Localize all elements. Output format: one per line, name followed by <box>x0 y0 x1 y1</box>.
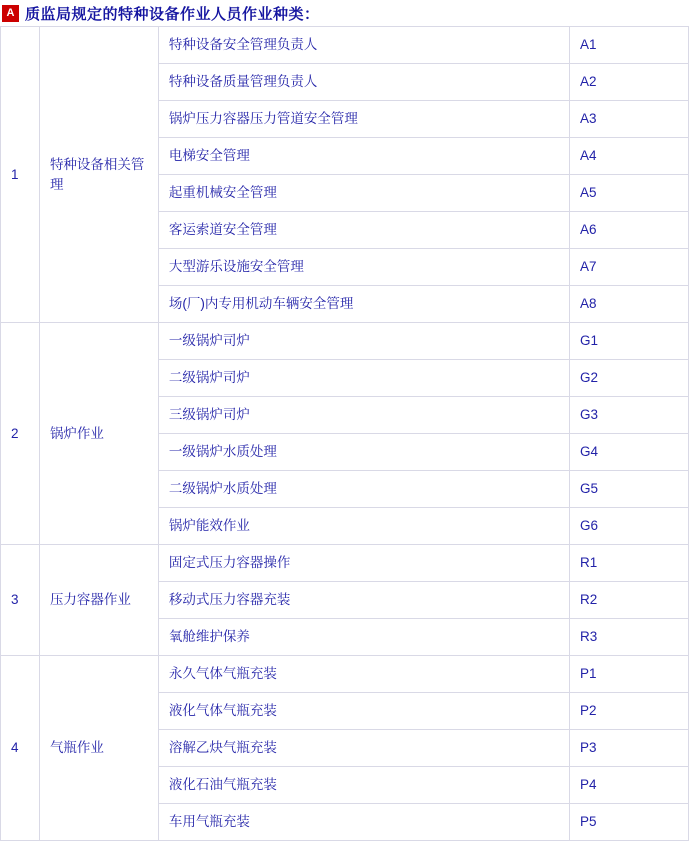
item-name-cell: 溶解乙炔气瓶充装 <box>158 730 569 767</box>
item-code-cell: A2 <box>569 64 688 101</box>
item-code-cell: G4 <box>569 434 688 471</box>
item-code-cell: P4 <box>569 767 688 804</box>
category-cell: 压力容器作业 <box>39 545 158 656</box>
item-code-cell: G6 <box>569 508 688 545</box>
category-cell: 特种设备相关管理 <box>39 27 158 323</box>
page-title: 质监局规定的特种设备作业人员作业种类： <box>25 5 320 23</box>
item-name-cell: 特种设备安全管理负责人 <box>158 27 569 64</box>
item-name-cell: 场(厂)内专用机动车辆安全管理 <box>158 286 569 323</box>
item-code-cell: P5 <box>569 804 688 841</box>
table-body <box>1 27 689 841</box>
item-name-cell: 二级锅炉水质处理 <box>158 471 569 508</box>
row-number-cell: 1 <box>1 27 40 323</box>
item-code-cell: G1 <box>569 323 688 360</box>
item-name-cell: 电梯安全管理 <box>158 138 569 175</box>
item-name-cell: 固定式压力容器操作 <box>158 545 569 582</box>
item-code-cell: A4 <box>569 138 688 175</box>
table-row <box>1 545 689 582</box>
item-code-cell: A5 <box>569 175 688 212</box>
item-code-cell: A1 <box>569 27 688 64</box>
occupation-category-table <box>0 26 689 841</box>
item-name-cell: 氧舱维护保养 <box>158 619 569 656</box>
section-badge-icon: A <box>2 5 19 22</box>
item-code-cell: R1 <box>569 545 688 582</box>
item-code-cell: G5 <box>569 471 688 508</box>
item-name-cell: 大型游乐设施安全管理 <box>158 249 569 286</box>
item-name-cell: 三级锅炉司炉 <box>158 397 569 434</box>
item-code-cell: A8 <box>569 286 688 323</box>
item-name-cell: 一级锅炉司炉 <box>158 323 569 360</box>
category-cell: 锅炉作业 <box>39 323 158 545</box>
item-name-cell: 锅炉能效作业 <box>158 508 569 545</box>
item-code-cell: A3 <box>569 101 688 138</box>
table-row <box>1 656 689 693</box>
table-row <box>1 323 689 360</box>
item-code-cell: R2 <box>569 582 688 619</box>
item-name-cell: 特种设备质量管理负责人 <box>158 64 569 101</box>
item-code-cell: R3 <box>569 619 688 656</box>
row-number-cell: 2 <box>1 323 40 545</box>
item-code-cell: P2 <box>569 693 688 730</box>
item-code-cell: A6 <box>569 212 688 249</box>
item-name-cell: 二级锅炉司炉 <box>158 360 569 397</box>
item-name-cell: 起重机械安全管理 <box>158 175 569 212</box>
item-code-cell: G2 <box>569 360 688 397</box>
item-name-cell: 一级锅炉水质处理 <box>158 434 569 471</box>
item-code-cell: P3 <box>569 730 688 767</box>
item-name-cell: 移动式压力容器充装 <box>158 582 569 619</box>
item-name-cell: 液化石油气瓶充装 <box>158 767 569 804</box>
item-name-cell: 锅炉压力容器压力管道安全管理 <box>158 101 569 138</box>
item-code-cell: P1 <box>569 656 688 693</box>
row-number-cell: 4 <box>1 656 40 841</box>
category-cell: 气瓶作业 <box>39 656 158 841</box>
item-name-cell: 液化气体气瓶充装 <box>158 693 569 730</box>
page-title-bar <box>0 0 689 26</box>
item-name-cell: 车用气瓶充装 <box>158 804 569 841</box>
item-code-cell: A7 <box>569 249 688 286</box>
item-code-cell: G3 <box>569 397 688 434</box>
table-row <box>1 27 689 64</box>
item-name-cell: 永久气体气瓶充装 <box>158 656 569 693</box>
row-number-cell: 3 <box>1 545 40 656</box>
item-name-cell: 客运索道安全管理 <box>158 212 569 249</box>
